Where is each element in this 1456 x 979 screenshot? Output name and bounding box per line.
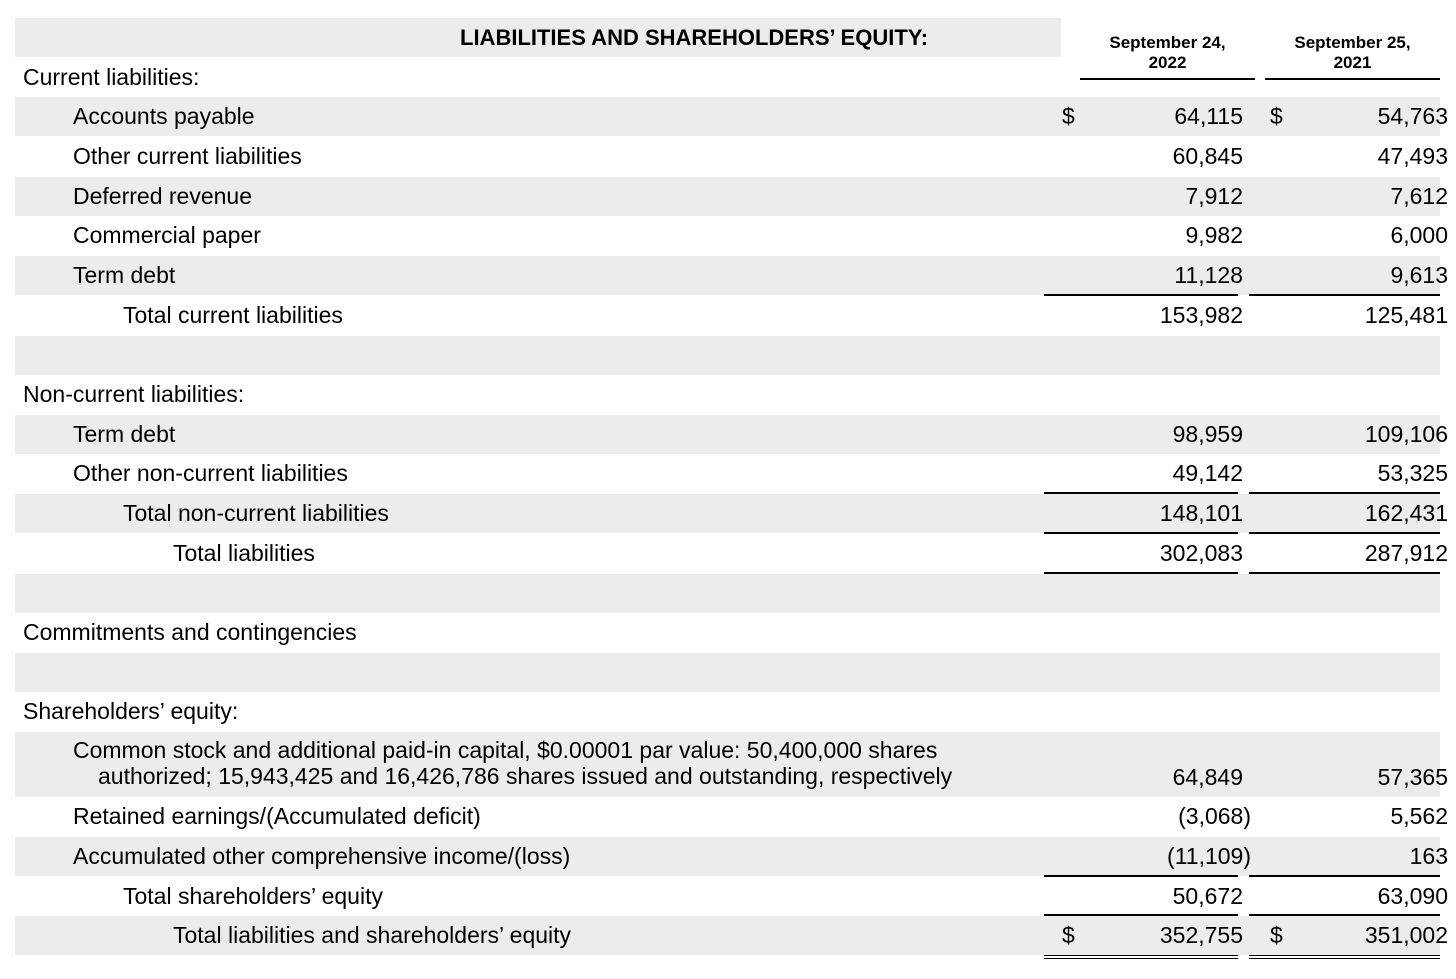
grand-total-double-rule bbox=[1249, 955, 1440, 959]
column-header-2022-line2: 2022 bbox=[1148, 53, 1187, 72]
spacer-row bbox=[15, 336, 1440, 375]
value-2022: 352,755 bbox=[1159, 922, 1243, 948]
value-2021: 47,493 bbox=[1377, 143, 1448, 169]
value-2021: 163 bbox=[1409, 843, 1448, 869]
column-header-2021-line1: September 25, bbox=[1294, 33, 1411, 52]
row-label: Accumulated other comprehensive income/(loss) bbox=[73, 843, 571, 869]
value-2021: 162,431 bbox=[1364, 500, 1448, 526]
dollar-sign: $ bbox=[1270, 922, 1283, 948]
value-2022: 148,101 bbox=[1159, 500, 1243, 526]
value-2021: 109,106 bbox=[1364, 421, 1448, 447]
value-2022: 9,982 bbox=[1185, 222, 1243, 248]
row-label: Accounts payable bbox=[73, 103, 255, 129]
table-row-commitments-and-contingencies bbox=[15, 613, 1440, 652]
dollar-sign: $ bbox=[1062, 922, 1075, 948]
row-label: Total shareholders’ equity bbox=[123, 882, 383, 909]
row-label: Commercial paper bbox=[73, 222, 261, 248]
row-label: Total current liabilities bbox=[123, 302, 343, 328]
grand-total-double-rule bbox=[1044, 955, 1238, 959]
value-2021: 7,612 bbox=[1390, 183, 1448, 209]
table-row-common-stock bbox=[15, 732, 1448, 797]
row-label-line1: Common stock and additional paid-in capital, $0.00001 par value: 50,400,000 shares bbox=[73, 737, 938, 763]
value-2021: 9,613 bbox=[1390, 262, 1448, 288]
table-row-other-current-liabilities bbox=[15, 137, 1448, 176]
section-title-text: LIABILITIES AND SHAREHOLDERS’ EQUITY: bbox=[460, 25, 929, 50]
table-row-other-non-current-liabilities bbox=[15, 454, 1448, 493]
table-row-term-debt-current bbox=[15, 256, 1448, 295]
value-2021: 125,481 bbox=[1364, 302, 1448, 328]
value-2022: 64,849 bbox=[1172, 764, 1243, 790]
value-2022: 153,982 bbox=[1159, 302, 1243, 328]
value-2021: 53,325 bbox=[1377, 460, 1448, 486]
table-row-grand-total bbox=[15, 916, 1448, 955]
dollar-sign: $ bbox=[1270, 103, 1283, 129]
section-heading-label: Shareholders’ equity: bbox=[23, 698, 239, 724]
column-header-2021-line2: 2021 bbox=[1333, 53, 1372, 72]
value-2021: 63,090 bbox=[1377, 882, 1448, 909]
row-label: Term debt bbox=[73, 262, 176, 288]
table-row-total-current-liabilities bbox=[15, 296, 1448, 335]
row-label: Total liabilities bbox=[173, 540, 315, 566]
row-label: Term debt bbox=[73, 421, 176, 447]
section-heading-label: Current liabilities: bbox=[23, 64, 200, 90]
row-label: Total non-current liabilities bbox=[123, 500, 389, 526]
value-2022: 49,142 bbox=[1172, 460, 1243, 486]
table-row-total-shareholders-equity bbox=[15, 877, 1448, 915]
row-label: Total liabilities and shareholders’ equity bbox=[173, 922, 572, 948]
row-label-line2: authorized; 15,943,425 and 16,426,786 shares issued and outstanding, respectively bbox=[98, 763, 953, 789]
section-heading-label: Non-current liabilities: bbox=[23, 381, 245, 407]
section-heading-shareholders-equity bbox=[15, 692, 1440, 731]
table-row-total-liabilities bbox=[15, 534, 1448, 573]
column-header-2022-line1: September 24, bbox=[1109, 33, 1226, 52]
value-2021: 54,763 bbox=[1377, 103, 1448, 129]
value-2022: (3,068) bbox=[1178, 803, 1251, 829]
value-2022: (11,109) bbox=[1167, 843, 1251, 869]
spacer-row bbox=[15, 574, 1440, 613]
table-row-term-debt-non-current bbox=[15, 415, 1448, 454]
row-label: Retained earnings/(Accumulated deficit) bbox=[73, 803, 481, 829]
section-heading-non-current-liabilities bbox=[15, 375, 1440, 414]
table-row-commercial-paper bbox=[15, 216, 1448, 255]
row-label bbox=[15, 732, 952, 797]
value-2022: 98,959 bbox=[1172, 421, 1243, 447]
value-2021: 57,365 bbox=[1377, 764, 1448, 790]
table-row-retained-earnings bbox=[15, 797, 1448, 836]
value-2022: 50,672 bbox=[1172, 882, 1243, 909]
table-row-accumulated-oci bbox=[15, 837, 1448, 876]
section-heading-current-liabilities bbox=[15, 58, 1440, 97]
value-2022: 60,845 bbox=[1172, 143, 1243, 169]
dollar-sign: $ bbox=[1062, 103, 1075, 129]
row-label: Commitments and contingencies bbox=[23, 619, 357, 645]
row-label: Other non-current liabilities bbox=[73, 460, 348, 486]
value-2022: 11,128 bbox=[1174, 262, 1243, 288]
table-row-deferred-revenue bbox=[15, 177, 1448, 216]
section-title bbox=[15, 18, 1061, 57]
row-label: Deferred revenue bbox=[73, 183, 252, 209]
table-row-accounts-payable bbox=[15, 97, 1448, 136]
spacer-row bbox=[15, 653, 1440, 692]
value-2021: 6,000 bbox=[1390, 222, 1448, 248]
value-2021: 5,562 bbox=[1390, 803, 1448, 829]
value-2021: 351,002 bbox=[1364, 922, 1448, 948]
table-row-total-non-current-liabilities bbox=[15, 494, 1448, 533]
value-2022: 7,912 bbox=[1185, 183, 1243, 209]
value-2022: 302,083 bbox=[1159, 540, 1243, 566]
value-2021: 287,912 bbox=[1364, 540, 1448, 566]
value-2022: 64,115 bbox=[1174, 103, 1243, 129]
row-label: Other current liabilities bbox=[73, 143, 302, 169]
